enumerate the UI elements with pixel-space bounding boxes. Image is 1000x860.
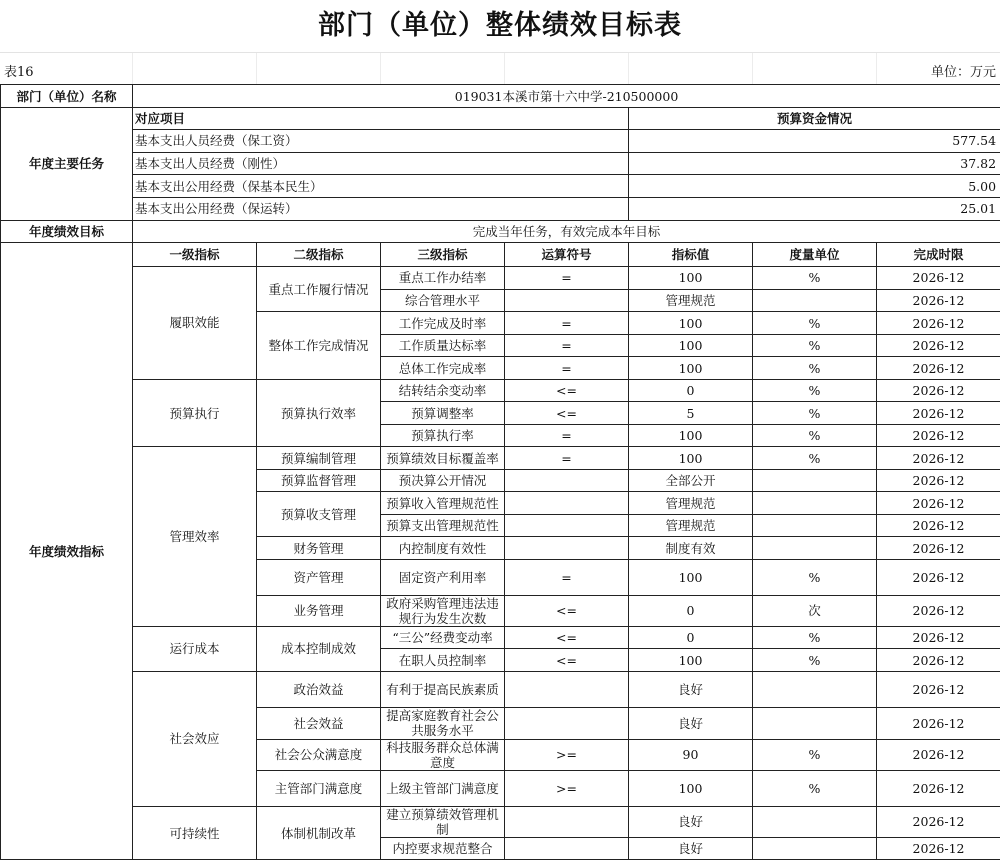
- table-row: [1, 220, 1000, 242]
- deadline-cell: 2026-12: [877, 424, 1000, 447]
- measure-unit: [753, 537, 877, 560]
- operator-cell: [505, 492, 629, 515]
- table-row: [1, 130, 1000, 153]
- deadline-cell: 2026-12: [877, 514, 1000, 537]
- deadline-cell: 2026-12: [877, 806, 1000, 837]
- level2-indicator: 财务管理: [257, 537, 381, 560]
- level3-indicator: 科技服务群众总体满意度: [381, 739, 505, 770]
- indicator-value: 100: [629, 312, 753, 335]
- operator-cell: <=: [505, 402, 629, 425]
- deadline-cell: 2026-12: [877, 469, 1000, 492]
- level1-header: 一级指标: [133, 242, 257, 266]
- grid-line: [256, 53, 257, 85]
- measure-unit: %: [753, 379, 877, 402]
- indicator-value: 90: [629, 739, 753, 770]
- measure-unit: 次: [753, 595, 877, 626]
- indicator-value: 0: [629, 595, 753, 626]
- operator-cell: [505, 806, 629, 837]
- deadline-cell: 2026-12: [877, 649, 1000, 672]
- level3-indicator: 固定资产利用率: [381, 559, 505, 595]
- table-row: [1, 85, 1000, 108]
- deadline-cell: 2026-12: [877, 537, 1000, 560]
- indicator-value: 100: [629, 559, 753, 595]
- table-number: 表16: [4, 61, 34, 80]
- measure-unit: [753, 492, 877, 515]
- indicator-value: 100: [629, 424, 753, 447]
- level3-indicator: 有利于提高民族素质: [381, 671, 505, 707]
- level2-indicator: 预算监督管理: [257, 469, 381, 492]
- table-row: [1, 379, 1000, 402]
- task-amount: 5.00: [629, 175, 1000, 198]
- grid-line: [132, 53, 133, 85]
- level1-indicator: 社会效应: [133, 671, 257, 806]
- level3-indicator: 预算调整率: [381, 402, 505, 425]
- operator-cell: =: [505, 447, 629, 470]
- level3-indicator: “三公”经费变动率: [381, 626, 505, 649]
- level3-indicator: 重点工作办结率: [381, 266, 505, 289]
- operator-cell: =: [505, 312, 629, 335]
- indicator-value: 100: [629, 266, 753, 289]
- measure-unit: [753, 514, 877, 537]
- indicator-value: 全部公开: [629, 469, 753, 492]
- indicator-value: 管理规范: [629, 514, 753, 537]
- measure-unit: [753, 806, 877, 837]
- operator-cell: [505, 837, 629, 860]
- level3-indicator: 结转结余变动率: [381, 379, 505, 402]
- deadline-cell: 2026-12: [877, 707, 1000, 739]
- deadline-cell: 2026-12: [877, 492, 1000, 515]
- operator-cell: [505, 469, 629, 492]
- task-project: 基本支出人员经费（保工资）: [133, 130, 629, 153]
- measure-unit: %: [753, 447, 877, 470]
- task-amount: 37.82: [629, 152, 1000, 175]
- measure-unit: %: [753, 312, 877, 335]
- level3-indicator: 内控要求规范整合: [381, 837, 505, 860]
- operator-cell: <=: [505, 379, 629, 402]
- operator-cell: >=: [505, 770, 629, 806]
- indicator-value: 制度有效: [629, 537, 753, 560]
- grid-line: [876, 53, 877, 85]
- table-row: [1, 671, 1000, 707]
- measure-unit: %: [753, 626, 877, 649]
- task-amount: 577.54: [629, 130, 1000, 153]
- level2-indicator: 成本控制成效: [257, 626, 381, 671]
- level1-indicator: 履职效能: [133, 266, 257, 379]
- measure-unit: [753, 707, 877, 739]
- deadline-cell: 2026-12: [877, 334, 1000, 357]
- measure-unit: [753, 469, 877, 492]
- indicator-value: 0: [629, 626, 753, 649]
- deadline-cell: 2026-12: [877, 837, 1000, 860]
- measure-unit: %: [753, 739, 877, 770]
- level2-indicator: 业务管理: [257, 595, 381, 626]
- table-row: [1, 198, 1000, 221]
- indicator-value: 良好: [629, 837, 753, 860]
- measure-unit: %: [753, 334, 877, 357]
- table-row: [1, 266, 1000, 289]
- measure-unit: %: [753, 770, 877, 806]
- deadline-header: 完成时限: [877, 242, 1000, 266]
- level2-indicator: 预算收支管理: [257, 492, 381, 537]
- task-amount: 25.01: [629, 198, 1000, 221]
- level2-header: 二级指标: [257, 242, 381, 266]
- level2-indicator: 主管部门满意度: [257, 770, 381, 806]
- measure-unit: [753, 671, 877, 707]
- level2-indicator: 社会公众满意度: [257, 739, 381, 770]
- page-title: 部门（单位）整体绩效目标表: [0, 0, 1000, 52]
- indicator-value: 良好: [629, 671, 753, 707]
- indicator-value: 100: [629, 334, 753, 357]
- operator-cell: [505, 289, 629, 312]
- level2-indicator: 预算执行效率: [257, 379, 381, 447]
- level3-indicator: 内控制度有效性: [381, 537, 505, 560]
- deadline-cell: 2026-12: [877, 357, 1000, 380]
- operator-header: 运算符号: [505, 242, 629, 266]
- indicator-value: 管理规范: [629, 289, 753, 312]
- operator-cell: [505, 537, 629, 560]
- level1-indicator: 管理效率: [133, 447, 257, 627]
- measure-unit: [753, 289, 877, 312]
- deadline-cell: 2026-12: [877, 289, 1000, 312]
- task-project: 基本支出公用经费（保基本民生）: [133, 175, 629, 198]
- table-row: [1, 175, 1000, 198]
- operator-cell: =: [505, 334, 629, 357]
- deadline-cell: 2026-12: [877, 402, 1000, 425]
- table-row: [1, 626, 1000, 649]
- indicator-value: 0: [629, 379, 753, 402]
- level1-indicator: 可持续性: [133, 806, 257, 860]
- table-row: [1, 806, 1000, 837]
- operator-cell: =: [505, 424, 629, 447]
- operator-cell: =: [505, 357, 629, 380]
- deadline-cell: 2026-12: [877, 671, 1000, 707]
- level2-indicator: 整体工作完成情况: [257, 312, 381, 380]
- level2-indicator: 重点工作履行情况: [257, 266, 381, 312]
- annual-indicators-label: 年度绩效指标: [1, 242, 133, 860]
- level2-indicator: 体制机制改革: [257, 806, 381, 860]
- level3-indicator: 预决算公开情况: [381, 469, 505, 492]
- level3-indicator: 上级主管部门满意度: [381, 770, 505, 806]
- level3-header: 三级指标: [381, 242, 505, 266]
- indicator-value: 良好: [629, 806, 753, 837]
- measure-unit: %: [753, 559, 877, 595]
- indicator-value: 100: [629, 649, 753, 672]
- level2-indicator: 预算编制管理: [257, 447, 381, 470]
- task-project: 基本支出公用经费（保运转）: [133, 198, 629, 221]
- col-project-header: 对应项目: [133, 108, 629, 130]
- operator-cell: =: [505, 559, 629, 595]
- measure-unit: [753, 837, 877, 860]
- annual-tasks-label: 年度主要任务: [1, 108, 133, 221]
- unit-label: 单位：万元: [931, 61, 996, 80]
- deadline-cell: 2026-12: [877, 559, 1000, 595]
- deadline-cell: 2026-12: [877, 266, 1000, 289]
- level3-indicator: 政府采购管理违法违规行为发生次数: [381, 595, 505, 626]
- operator-cell: [505, 671, 629, 707]
- indicator-value: 良好: [629, 707, 753, 739]
- indicator-value: 管理规范: [629, 492, 753, 515]
- table-row: [1, 108, 1000, 130]
- indicator-value: 100: [629, 770, 753, 806]
- annual-goal-value: 完成当年任务，有效完成本年目标: [133, 220, 1000, 242]
- operator-cell: [505, 514, 629, 537]
- operator-cell: [505, 707, 629, 739]
- level2-indicator: 资产管理: [257, 559, 381, 595]
- performance-table: [0, 84, 1000, 860]
- level3-indicator: 预算支出管理规范性: [381, 514, 505, 537]
- deadline-cell: 2026-12: [877, 595, 1000, 626]
- measure-unit: %: [753, 424, 877, 447]
- sheet-header-row: [0, 52, 1000, 85]
- grid-line: [752, 53, 753, 85]
- annual-goal-label: 年度绩效目标: [1, 220, 133, 242]
- grid-line: [504, 53, 505, 85]
- measure-unit: %: [753, 402, 877, 425]
- table-row: [1, 447, 1000, 470]
- table-row: [1, 242, 1000, 266]
- deadline-cell: 2026-12: [877, 312, 1000, 335]
- level2-indicator: 社会效益: [257, 707, 381, 739]
- value-header: 指标值: [629, 242, 753, 266]
- table-row: [1, 152, 1000, 175]
- dept-name-value: 019031本溪市第十六中学-210500000: [133, 85, 1000, 108]
- deadline-cell: 2026-12: [877, 739, 1000, 770]
- level1-indicator: 预算执行: [133, 379, 257, 447]
- level3-indicator: 提高家庭教育社会公共服务水平: [381, 707, 505, 739]
- deadline-cell: 2026-12: [877, 447, 1000, 470]
- level3-indicator: 总体工作完成率: [381, 357, 505, 380]
- indicator-value: 100: [629, 447, 753, 470]
- unit-header: 度量单位: [753, 242, 877, 266]
- level1-indicator: 运行成本: [133, 626, 257, 671]
- deadline-cell: 2026-12: [877, 626, 1000, 649]
- operator-cell: <=: [505, 649, 629, 672]
- level3-indicator: 在职人员控制率: [381, 649, 505, 672]
- grid-line: [380, 53, 381, 85]
- dept-name-label: 部门（单位）名称: [1, 85, 133, 108]
- indicator-value: 5: [629, 402, 753, 425]
- level2-indicator: 政治效益: [257, 671, 381, 707]
- measure-unit: %: [753, 357, 877, 380]
- task-project: 基本支出人员经费（刚性）: [133, 152, 629, 175]
- level3-indicator: 预算收入管理规范性: [381, 492, 505, 515]
- level3-indicator: 预算绩效目标覆盖率: [381, 447, 505, 470]
- level3-indicator: 工作质量达标率: [381, 334, 505, 357]
- level3-indicator: 工作完成及时率: [381, 312, 505, 335]
- col-budget-header: 预算资金情况: [629, 108, 1000, 130]
- operator-cell: <=: [505, 595, 629, 626]
- grid-line: [628, 53, 629, 85]
- measure-unit: %: [753, 266, 877, 289]
- level3-indicator: 综合管理水平: [381, 289, 505, 312]
- measure-unit: %: [753, 649, 877, 672]
- level3-indicator: 建立预算绩效管理机制: [381, 806, 505, 837]
- operator-cell: <=: [505, 626, 629, 649]
- indicator-value: 100: [629, 357, 753, 380]
- deadline-cell: 2026-12: [877, 770, 1000, 806]
- level3-indicator: 预算执行率: [381, 424, 505, 447]
- deadline-cell: 2026-12: [877, 379, 1000, 402]
- operator-cell: >=: [505, 739, 629, 770]
- operator-cell: =: [505, 266, 629, 289]
